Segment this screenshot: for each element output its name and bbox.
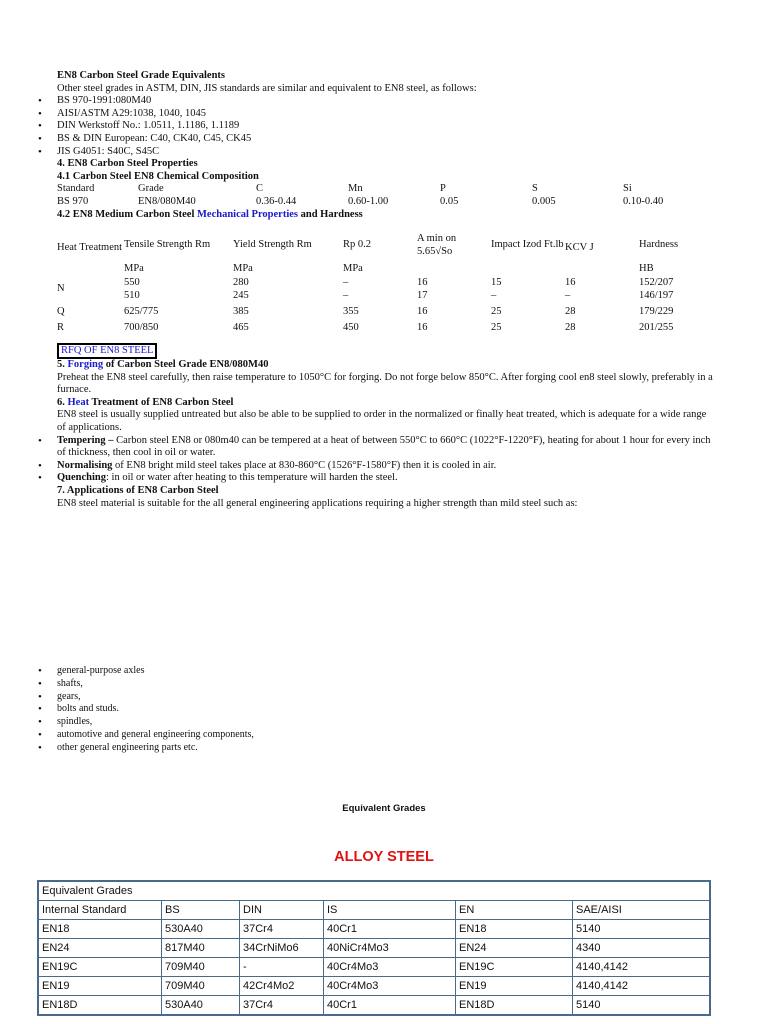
table-cell: 0.36-0.44	[256, 195, 297, 207]
heading-text: 6.	[57, 396, 68, 408]
table-cell	[491, 277, 565, 302]
table-row	[57, 228, 717, 263]
heading-text: and Hardness	[298, 208, 363, 220]
table-cell: 42Cr4Mo2	[240, 977, 324, 996]
alloy-steel-heading: ALLOY STEEL	[334, 849, 434, 865]
description: of EN8 bright mild steel takes place at 830-860°C (1526°F-1580°F) then it is cooled in air.	[112, 459, 497, 471]
intro-description: Other steel grades in ASTM, DIN, JIS standards are similar and equivalent to EN8 steel, as follows:	[57, 82, 477, 94]
table-cell: 40Cr1	[324, 920, 456, 939]
table-header-cell: Tensile Strength Rm	[124, 239, 211, 251]
table-cell: EN24	[456, 939, 573, 958]
table-cell	[124, 277, 233, 302]
table-cell: MPa	[233, 263, 253, 274]
table-header-cell: Internal Standard	[38, 901, 162, 920]
table-cell: 530A40	[162, 920, 240, 939]
cell-value: 146/197	[639, 289, 674, 301]
table-cell: EN19	[456, 977, 573, 996]
description: : in oil or water after heating to this temperature will harden the steel.	[106, 472, 398, 484]
section-5-title	[57, 359, 717, 372]
list-item	[57, 472, 717, 485]
table-cell: EN18D	[456, 996, 573, 1016]
table-cell: 5140	[573, 920, 711, 939]
list-item: • general-purpose axles	[57, 665, 254, 678]
table-cell: 625/775	[124, 305, 159, 317]
table-cell: 4140,4142	[573, 958, 711, 977]
table-row	[38, 881, 710, 901]
table-cell: EN19	[38, 977, 162, 996]
mechanical-properties-table	[57, 228, 717, 334]
table-cell	[565, 277, 639, 302]
mechanical-properties-link[interactable]: Mechanical Properties	[197, 208, 298, 220]
table-row	[57, 263, 717, 277]
table-cell: EN18	[456, 920, 573, 939]
table-header-cell: IS	[324, 901, 456, 920]
heading-text: 5.	[57, 359, 68, 370]
table-row	[38, 920, 710, 939]
table-cell	[57, 263, 124, 277]
table-row	[38, 939, 710, 958]
table-cell: 0.05	[440, 195, 459, 207]
list-item: • BS & DIN European: C40, CK40, C45, CK45	[57, 133, 717, 146]
table-cell: 25	[491, 321, 502, 333]
table-cell: Q	[57, 305, 65, 317]
table-cell: 179/229	[639, 305, 674, 317]
table-cell: EN18D	[38, 996, 162, 1016]
lower-sections	[57, 340, 717, 510]
section-7-text: EN8 steel material is suitable for the all general engineering applications requiring a higher strength than mild steel such as:	[57, 497, 578, 509]
section-6-title	[57, 397, 717, 410]
list-item: • AISI/ASTM A29:1038, 1040, 1045	[57, 108, 717, 121]
table-cell: 5140	[573, 996, 711, 1016]
table-cell: 40Cr1	[324, 996, 456, 1016]
table-cell: 25	[491, 305, 502, 317]
table-cell: 450	[343, 321, 359, 333]
heat-treatment-list	[57, 435, 717, 485]
table-header-cell: KCV J	[565, 242, 594, 254]
list-item: • DIN Werkstoff No.: 1.0511, 1.1186, 1.1189	[57, 120, 717, 133]
cell-value: –	[343, 277, 349, 288]
table-cell	[417, 263, 491, 277]
table-cell: R	[57, 321, 65, 333]
list-item: • shafts,	[57, 678, 254, 691]
table-cell	[343, 277, 417, 302]
table-row	[38, 977, 710, 996]
equivalent-grades-table	[37, 880, 711, 1016]
table-header-cell: Impact Izod Ft.lb	[491, 239, 564, 251]
list-item: • automotive and general engineering components,	[57, 729, 254, 742]
equivalent-grades-heading: Equivalent Grades	[342, 803, 426, 814]
table-row	[57, 318, 717, 334]
table-cell: P	[440, 183, 446, 195]
table-cell: 201/255	[639, 321, 674, 333]
table-cell: 700/850	[124, 321, 159, 333]
cell-value: 152/207	[639, 277, 674, 288]
list-item: • BS 970-1991:080M40	[57, 95, 717, 108]
table-cell: 37Cr4	[240, 920, 324, 939]
forging-link[interactable]: Forging	[67, 359, 104, 370]
table-row	[57, 196, 663, 209]
table-cell	[491, 263, 565, 277]
table-cell: Standard	[57, 183, 95, 195]
table-cell: 0.10-0.40	[623, 195, 664, 207]
chemical-composition-table	[57, 183, 663, 208]
applications-list	[57, 665, 254, 755]
cell-value: 245	[233, 289, 249, 301]
table-cell: 37Cr4	[240, 996, 324, 1016]
table-cell: BS 970	[57, 195, 89, 207]
table-cell: EN24	[38, 939, 162, 958]
table-cell: 28	[565, 305, 576, 317]
list-item	[57, 460, 717, 473]
table-header-cell: Heat Treatment	[57, 242, 123, 254]
table-cell: C	[256, 183, 264, 195]
table-cell: EN18	[38, 920, 162, 939]
list-item: • spindles,	[57, 716, 254, 729]
list-item: • other general engineering parts etc.	[57, 742, 254, 755]
table-cell	[417, 277, 491, 302]
table-cell: 817M40	[162, 939, 240, 958]
cell-value: –	[343, 289, 349, 301]
table-cell: MPa	[343, 263, 363, 274]
cell-value: 16	[565, 277, 576, 288]
section-6-text: EN8 steel is usually supplied untreated but also be able to be supplied to order in the normalized or finally heat treated, which is adequate for a wide range of applications.	[57, 409, 707, 433]
table-cell: 40Cr4Mo3	[324, 977, 456, 996]
heading-text: of Carbon Steel Grade EN8/080M40	[103, 359, 269, 370]
table-cell: 465	[233, 321, 249, 333]
list-item: • JIS G4051: S40C, S45C	[57, 146, 717, 159]
table-cell	[639, 277, 717, 302]
table-cell	[565, 263, 639, 277]
intro-title: EN8 Carbon Steel Grade Equivalents	[57, 70, 226, 81]
table-cell: 4140,4142	[573, 977, 711, 996]
table-header-cell: A min on 5.65√So	[417, 233, 457, 257]
table-cell: Grade	[138, 183, 164, 195]
table-cell: Mn	[348, 183, 363, 195]
table-cell: 40NiCr4Mo3	[324, 939, 456, 958]
table-cell: 385	[233, 305, 249, 317]
list-item: • gears,	[57, 691, 254, 704]
table-cell: 28	[565, 321, 576, 333]
cell-value: –	[565, 289, 571, 301]
heat-link[interactable]: Heat	[67, 396, 90, 408]
list-item: • bolts and studs.	[57, 703, 254, 716]
table-header-cell: SAE/AISI	[573, 901, 711, 920]
table-row	[57, 302, 717, 318]
table-cell: 4340	[573, 939, 711, 958]
section-4-1-title: 4.1 Carbon Steel EN8 Chemical Composition	[57, 170, 259, 182]
table-cell: 0.60-1.00	[348, 195, 389, 207]
table-header-cell: Yield Strength Rm	[233, 239, 312, 251]
table-cell: 40Cr4Mo3	[324, 958, 456, 977]
cell-value: 280	[233, 277, 249, 288]
cell-value: 550	[124, 277, 140, 288]
table-cell: 530A40	[162, 996, 240, 1016]
table-caption: Equivalent Grades	[38, 881, 710, 901]
table-row	[57, 183, 663, 196]
table-cell: 34CrNiMo6	[240, 939, 324, 958]
table-cell: 709M40	[162, 958, 240, 977]
document-body	[57, 70, 717, 221]
table-header-cell: DIN	[240, 901, 324, 920]
term: Quenching	[57, 472, 107, 484]
table-header-cell: Hardness	[639, 239, 679, 251]
cell-value: 17	[417, 289, 428, 301]
table-row	[38, 901, 710, 920]
table-row	[38, 996, 710, 1016]
table-cell: EN8/080M40	[138, 195, 196, 207]
cell-value: –	[491, 289, 497, 301]
table-cell: N	[57, 283, 65, 295]
table-cell	[233, 277, 343, 302]
term: Normalising	[57, 459, 113, 471]
rfq-button[interactable]: RFQ OF EN8 STEEL	[57, 343, 157, 359]
term: Tempering –	[57, 434, 114, 446]
table-row	[57, 277, 717, 302]
table-row	[38, 958, 710, 977]
table-cell: EN19C	[456, 958, 573, 977]
section-7-title: 7. Applications of EN8 Carbon Steel	[57, 484, 219, 496]
table-cell: 16	[417, 321, 428, 333]
table-cell: 0.005	[532, 195, 556, 207]
table-header-cell: BS	[162, 901, 240, 920]
table-cell: 355	[343, 305, 359, 317]
table-header-cell: Rp 0.2	[343, 239, 372, 251]
table-cell: 709M40	[162, 977, 240, 996]
cell-value: 16	[417, 277, 428, 288]
cell-value: 510	[124, 289, 140, 301]
table-cell: MPa	[124, 263, 144, 274]
cell-value: 15	[491, 277, 502, 288]
table-header-cell: EN	[456, 901, 573, 920]
section-4-title: 4. EN8 Carbon Steel Properties	[57, 158, 198, 170]
list-item	[57, 435, 717, 460]
equivalents-list	[57, 95, 717, 158]
table-cell: 16	[417, 305, 428, 317]
table-cell: Si	[623, 183, 632, 195]
heading-text: Treatment of EN8 Carbon Steel	[89, 396, 234, 408]
section-4-2-title	[57, 209, 717, 222]
table-cell: -	[240, 958, 324, 977]
section-5-text: Preheat the EN8 steel carefully, then raise temperature to 1050°C for forging. Do not forge below 850°C. After forging cool en8 steel slowly, preferably in a furnace.	[57, 371, 713, 396]
table-cell: HB	[639, 263, 654, 274]
table-cell: EN19C	[38, 958, 162, 977]
table-cell: S	[532, 183, 538, 195]
heading-text: 4.2 EN8 Medium Carbon Steel	[57, 208, 197, 220]
description: Carbon steel EN8 or 080m40 can be tempered at a heat of between 550°C to 660°C (1022°F-1220°F), heating for about 1 hour for every inch of thickness, then cool in oil or water.	[57, 434, 711, 459]
